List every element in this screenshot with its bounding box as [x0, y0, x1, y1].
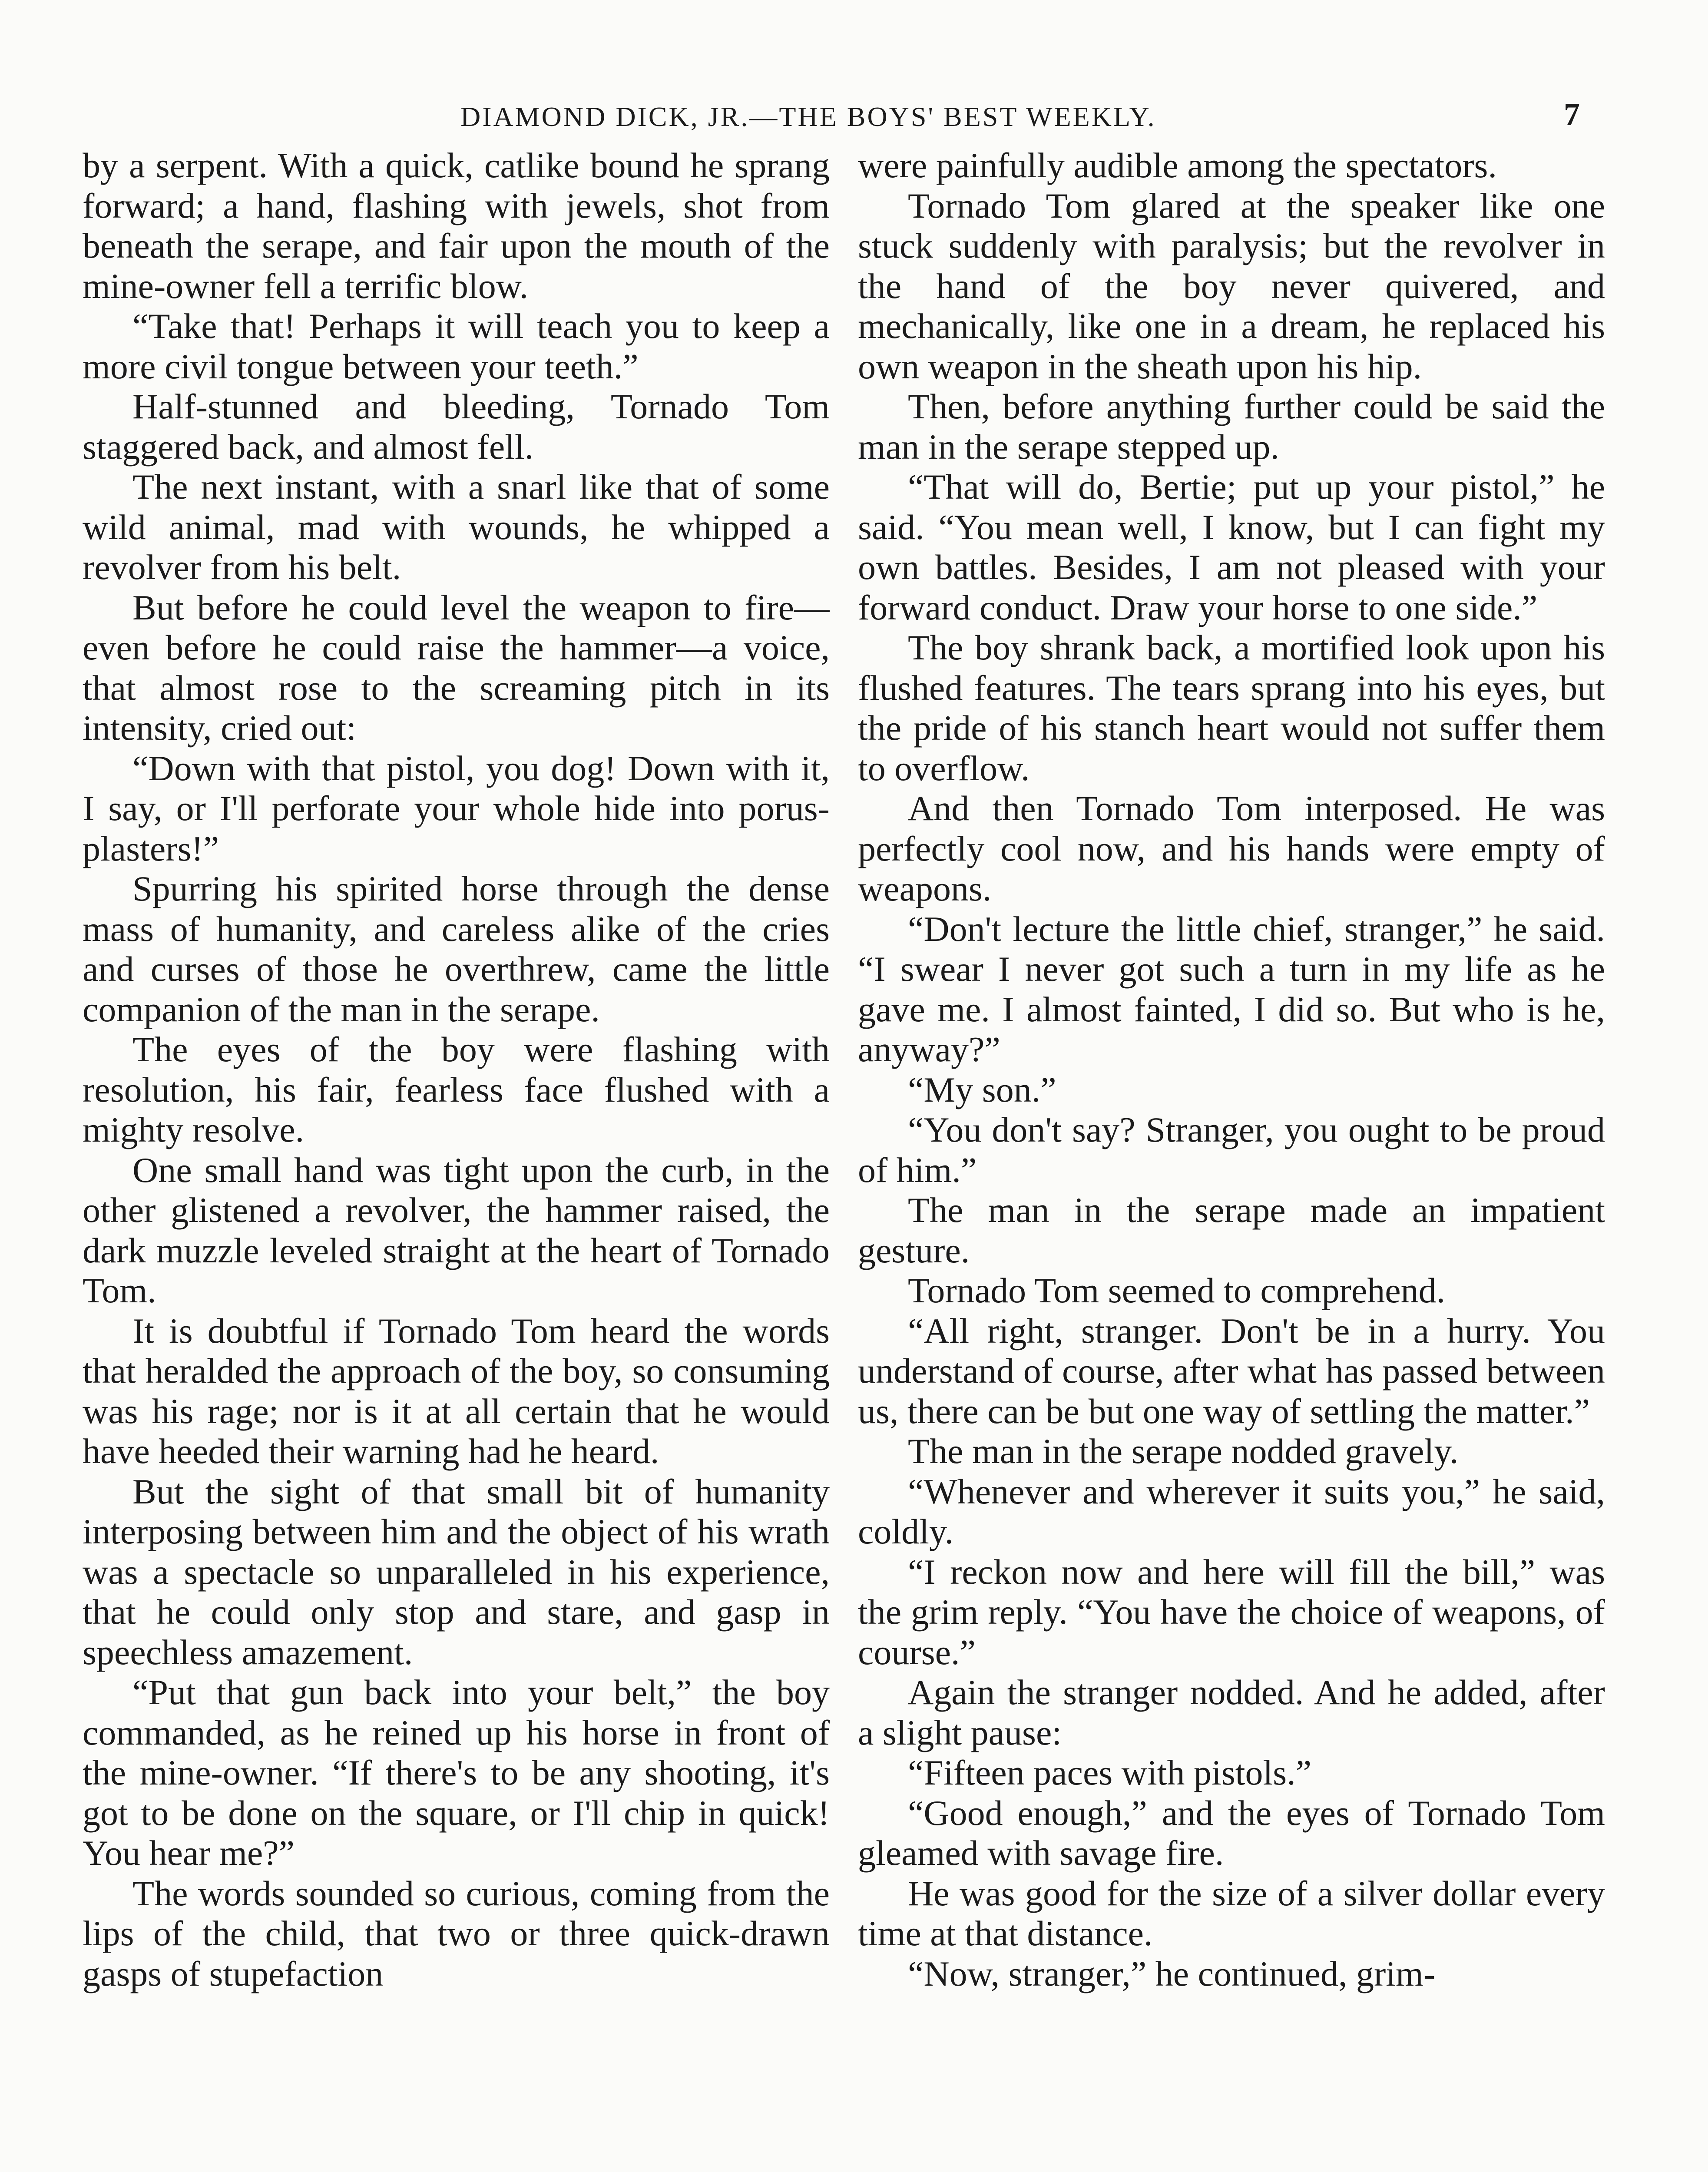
right-column [858, 146, 1605, 2172]
paragraph: “Take that! Perhaps it will teach you to keep a more civil tongue between your teeth.” [83, 306, 830, 386]
paragraph: “Whenever and wherever it suits you,” he said, coldly. [858, 1471, 1605, 1551]
paragraph: One small hand was tight upon the curb, in the other glistened a revolver, the hammer raised, the dark muzzle leveled straight at the heart of Tornado Tom. [83, 1150, 830, 1310]
paragraph: Spurring his spirited horse through the dense mass of humanity, and careless alike of the cries and curses of those he overthrew, came the little companion of the man in the serape. [83, 869, 830, 1029]
paragraph: The eyes of the boy were flashing with resolution, his fair, fearless face flushed with a mighty resolve. [83, 1030, 830, 1149]
paragraph: Half-stunned and bleeding, Tornado Tom staggered back, and almost fell. [83, 387, 830, 467]
paragraph: And then Tornado Tom interposed. He was perfectly cool now, and his hands were empty of weapons. [858, 788, 1605, 908]
paragraph: were painfully audible among the spectators. [858, 146, 1497, 185]
paragraph: Then, before anything further could be said the man in the serape stepped up. [858, 387, 1605, 467]
running-title: DIAMOND DICK, JR.—THE BOYS' BEST WEEKLY. [460, 101, 1156, 132]
paragraph: by a serpent. With a quick, catlike bound he sprang forward; a hand, flashing with jewels, shot from beneath the serape, and fair upon the mouth of the mine-owner fell a terrific blow. [83, 146, 830, 306]
paragraph: “My son.” [908, 1069, 1056, 1109]
paragraph: “That will do, Bertie; put up your pistol,” he said. “You mean well, I know, but I can fight my own battles. Besides, I am not pleased with your forward conduct. Draw your horse to one side.” [858, 467, 1605, 627]
paragraph: Again the stranger nodded. And he added, after a slight pause: [858, 1672, 1605, 1752]
left-column [83, 146, 830, 2172]
paragraph: He was good for the size of a silver dollar every time at that distance. [858, 1873, 1605, 1953]
paragraph: “Don't lecture the little chief, stranger,” he said. “I swear I never got such a turn in my life as he gave me. I almost fainted, I did so. But who is he, anyway?” [858, 909, 1605, 1069]
paragraph: It is doubtful if Tornado Tom heard the words that heralded the approach of the boy, so consuming was his rage; nor is it at all certain that he would have heeded their warning had he heard. [83, 1311, 830, 1471]
paragraph: Tornado Tom seemed to comprehend. [908, 1271, 1446, 1310]
running-header [0, 91, 1708, 139]
paragraph: “All right, stranger. Don't be in a hurry. You understand of course, after what has passed between us, there can be but one way of settling the matter.” [858, 1311, 1605, 1431]
paragraph: But before he could level the weapon to fire—even before he could raise the hammer—a voice, that almost rose to the screaming pitch in its intensity, cried out: [83, 587, 830, 748]
paragraph: The man in the serape nodded gravely. [908, 1431, 1459, 1471]
page-number: 7 [1564, 97, 1580, 132]
paragraph: “I reckon now and here will fill the bill,” was the grim reply. “You have the choice of weapons, of course.” [858, 1552, 1605, 1672]
paragraph: The next instant, with a snarl like that of some wild animal, mad with wounds, he whipped a revolver from his belt. [83, 467, 830, 587]
paragraph: “Down with that pistol, you dog! Down with it, I say, or I'll perforate your whole hide into porus-plasters!” [83, 748, 830, 868]
paragraph: The words sounded so curious, coming from the lips of the child, that two or three quick-drawn gasps of stupefaction [83, 1873, 830, 1993]
paragraph: “Put that gun back into your belt,” the boy commanded, as he reined up his horse in front of the mine-owner. “If there's to be any shooting, it's got to be done on the square, or I'll chip in quick! You hear me?” [83, 1672, 830, 1873]
paragraph: The boy shrank back, a mortified look upon his flushed features. The tears sprang into his eyes, but the pride of his stanch heart would not suffer them to overflow. [858, 628, 1605, 788]
paragraph: But the sight of that small bit of humanity interposing between him and the object of his wrath was a spectacle so unparalleled in his experience, that he could only stop and stare, and gasp in speechless amazement. [83, 1471, 830, 1672]
paragraph: “You don't say? Stranger, you ought to be proud of him.” [858, 1110, 1605, 1190]
paragraph: Tornado Tom glared at the speaker like one stuck suddenly with paralysis; but the revolver in the hand of the boy never quivered, and mechanically, like one in a dream, he replaced his own weapon in the sheath upon his hip. [858, 185, 1605, 386]
paragraph: “Fifteen paces with pistols.” [908, 1753, 1312, 1792]
paragraph: “Good enough,” and the eyes of Tornado Tom gleamed with savage fire. [858, 1793, 1605, 1873]
paragraph: The man in the serape made an impatient gesture. [858, 1190, 1605, 1270]
paragraph: “Now, stranger,” he continued, grim- [908, 1953, 1436, 1993]
